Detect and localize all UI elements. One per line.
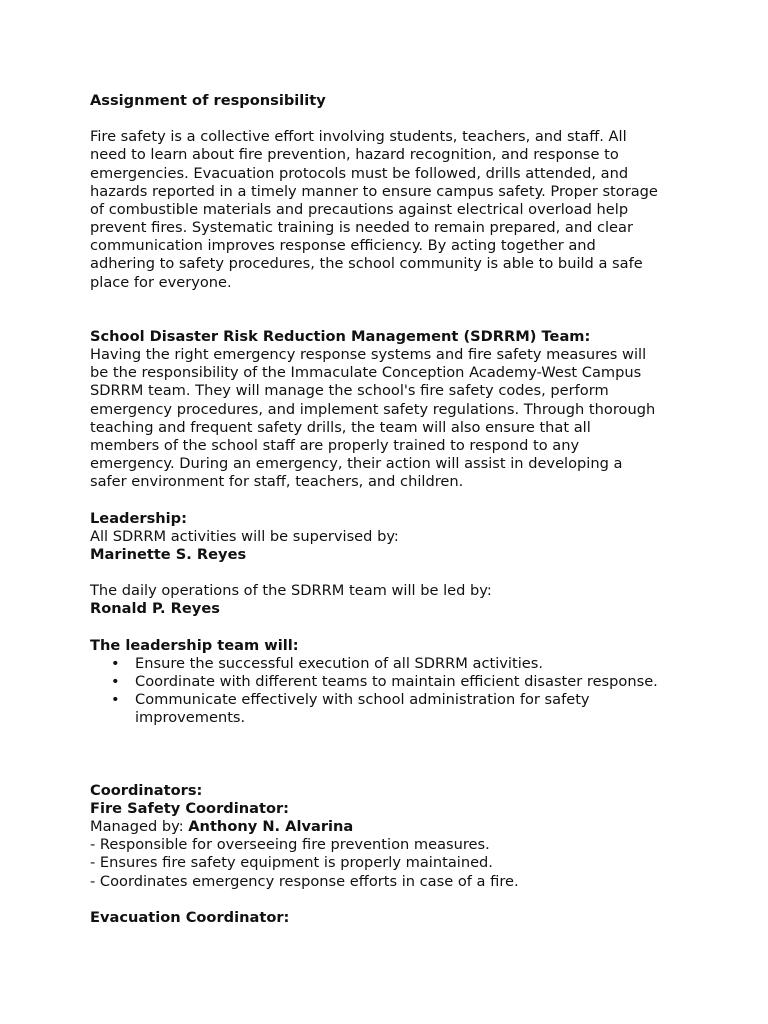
text-line: emergency procedures, and implement safety regulations. Through thorough (90, 400, 656, 418)
list-item-text: Ensure the successful execution of all SDRRM activities. (135, 654, 543, 672)
text-line: Fire safety is a collective effort involving students, teachers, and staff. All (90, 128, 627, 146)
text-line: emergencies. Evacuation protocols must be followed, drills attended, and (90, 164, 629, 182)
supervised-text: All SDRRM activities will be supervised by: (90, 527, 399, 545)
list-item-text: improvements. (135, 709, 246, 727)
text-line: hazards reported in a timely manner to ensure campus safety. Proper storage (90, 182, 658, 200)
spacer (90, 110, 690, 128)
leadership-duties-list (90, 655, 690, 728)
document-page (90, 92, 690, 927)
text-line: of combustible materials and precautions against electrical overload help (90, 200, 629, 218)
leader-name: Ronald P. Reyes (90, 600, 220, 618)
text-line: communication improves response efficiency. By acting together and (90, 237, 596, 255)
list-item (90, 691, 690, 727)
led-text: The daily operations of the SDRRM team will be led by: (90, 582, 492, 600)
text-line: safer environment for staff, teachers, and children. (90, 473, 464, 491)
coordinators-heading: Coordinators: (90, 781, 203, 799)
text-line: need to learn about fire prevention, hazard recognition, and response to (90, 146, 619, 164)
text-line: adhering to safety procedures, the school community is able to build a safe (90, 255, 643, 273)
fire-duty-line: - Responsible for overseeing fire prevention measures. (90, 836, 490, 854)
text-line: SDRRM team. They will manage the school's fire safety codes, perform (90, 382, 609, 400)
managed-by-label: Managed by: (90, 818, 189, 836)
list-item (90, 673, 690, 691)
bullet-icon: • (111, 691, 120, 709)
section-title-sdrrm: School Disaster Risk Reduction Management (SDRRM) Team: (90, 328, 591, 345)
spacer (90, 292, 690, 328)
text-line: Having the right emergency response systems and fire safety measures will (90, 346, 647, 364)
spacer (90, 491, 690, 509)
sdrrm-paragraph (90, 346, 690, 491)
leadership-team-heading: The leadership team will: (90, 636, 299, 654)
list-item (90, 655, 690, 673)
text-line: emergency. During an emergency, their action will assist in developing a (90, 455, 623, 473)
spacer (90, 891, 690, 909)
section-title-assignment: Assignment of responsibility (90, 92, 326, 109)
list-item-text: Coordinate with different teams to maintain efficient disaster response. (135, 672, 658, 690)
bullet-icon: • (111, 672, 120, 690)
spacer (90, 618, 690, 636)
bullet-icon: • (111, 654, 120, 672)
evacuation-coordinator-heading: Evacuation Coordinator: (90, 908, 290, 926)
assignment-paragraph (90, 128, 690, 291)
spacer (90, 727, 690, 781)
fire-coordinator-name: Anthony N. Alvarina (188, 818, 354, 836)
text-line: members of the school staff are properly trained to respond to any (90, 436, 580, 454)
fire-duty-line: - Ensures fire safety equipment is properly maintained. (90, 854, 493, 872)
supervisor-name: Marinette S. Reyes (90, 545, 247, 563)
text-line: teaching and frequent safety drills, the team will also ensure that all (90, 418, 591, 436)
spacer (90, 564, 690, 582)
text-line: prevent fires. Systematic training is needed to remain prepared, and clear (90, 219, 633, 237)
fire-duty-line: - Coordinates emergency response efforts in case of a fire. (90, 872, 519, 890)
fire-coordinator-heading: Fire Safety Coordinator: (90, 799, 290, 817)
text-line: place for everyone. (90, 273, 232, 291)
list-item-text: Communicate effectively with school administration for safety (135, 691, 590, 709)
fire-coordinator-manager (90, 818, 690, 836)
text-line: be the responsibility of the Immaculate Conception Academy-West Campus (90, 364, 642, 382)
leadership-heading: Leadership: (90, 509, 187, 527)
